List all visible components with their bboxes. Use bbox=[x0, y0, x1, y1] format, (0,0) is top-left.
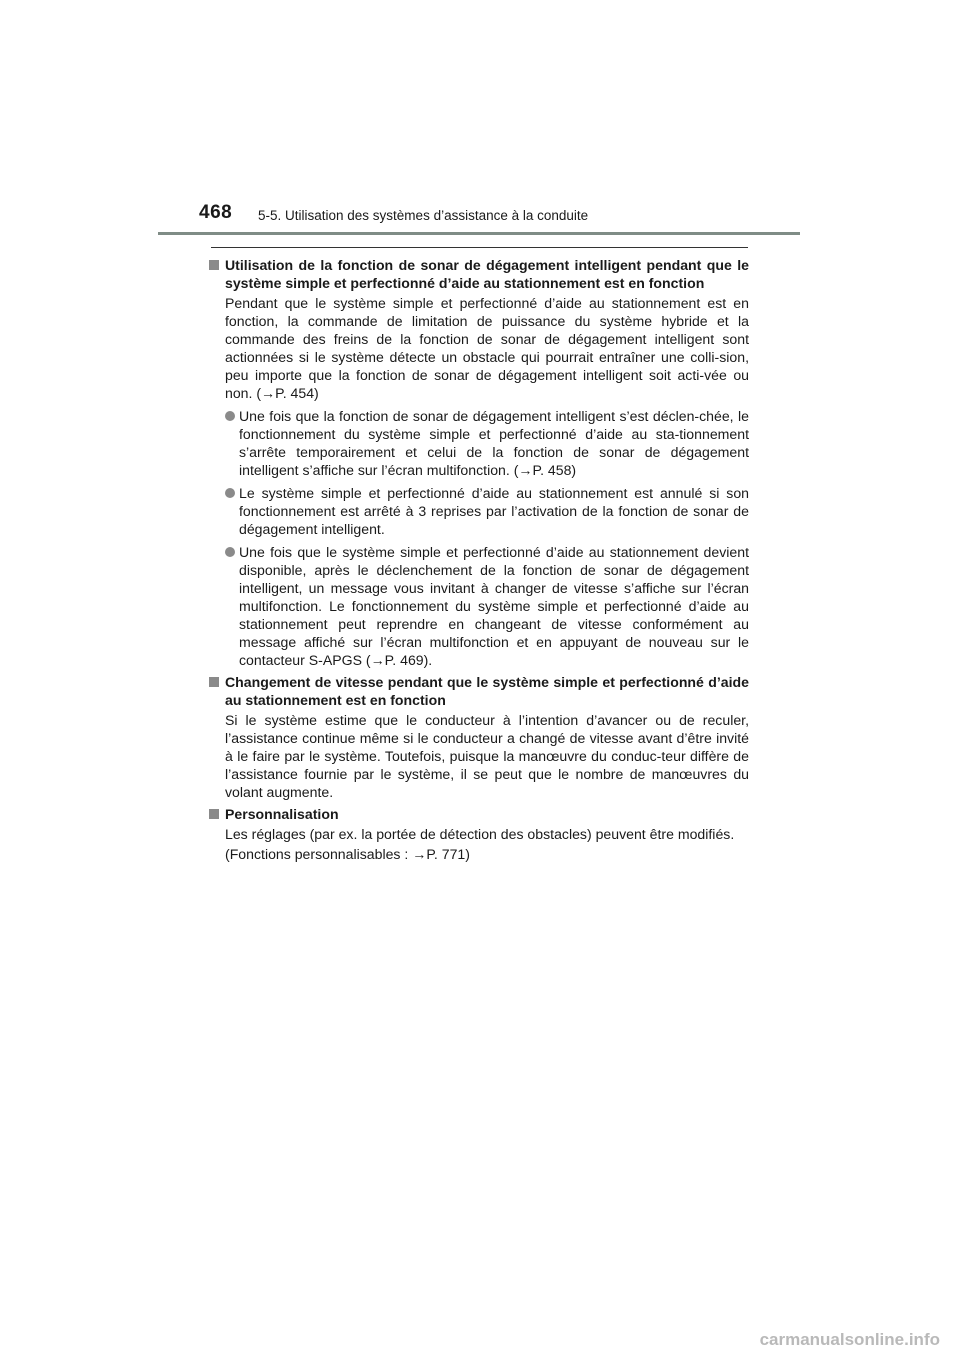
list-item-text: Le système simple et perfectionné d’aide au stationnement est annulé si son fonctionnement est arrêté à 3 reprises par l’activation de la fonction de sonar de dégagement intelligent. bbox=[239, 485, 749, 537]
list-item-text: Une fois que le système simple et perfectionné d’aide au stationnement devient disponible, après le déclenchement de la fonction de sonar de dégagement intelligent, un message vous invitant à changer de vitesse s’affiche sur l’écran multifonction. Le fonctionnement du système simple et perfectionné d’aide au stationnement peut reprendre en changeant de vitesse conformément au message affiché sur l’écran multifonction et en appuyant de nouveau sur le contacteur S-APGS (→P. 469). bbox=[239, 544, 749, 668]
section-sonar-during-parking-assist bbox=[208, 256, 749, 669]
section-title: 5-5. Utilisation des systèmes d’assistance à la conduite bbox=[258, 208, 589, 223]
list-item bbox=[225, 407, 749, 479]
round-bullet-icon bbox=[225, 547, 235, 557]
section-heading: Changement de vitesse pendant que le système simple et perfectionné d’aide au stationnement est en fonction bbox=[225, 674, 749, 708]
section-paragraph: Les réglages (par ex. la portée de détection des obstacles) peuvent être modifiés. bbox=[225, 826, 735, 842]
content-rule bbox=[211, 247, 748, 248]
square-bullet-icon bbox=[209, 809, 219, 819]
section-paragraph: Pendant que le système simple et perfectionné d’aide au stationnement est en fonction, la commande de limitation de puissance du système hybride et la commande des freins de la fonction de sonar de dégagement intelligent sont actionnées si le système détecte un obstacle qui pourrait entraîner une colli-sion, peu importe que la fonction de sonar de dégagement intelligent soit acti-vée ou non. (→P. 454) bbox=[225, 295, 749, 401]
square-bullet-icon bbox=[209, 677, 219, 687]
watermark: carmanualsonline.info bbox=[759, 1330, 940, 1349]
round-bullet-icon bbox=[225, 488, 235, 498]
list-item-text: Une fois que la fonction de sonar de dégagement intelligent s’est déclen-chée, le fonctionnement du système simple et perfectionné d’aide au sta-tionnement s’arrête temporairement et celui de la fonction de sonar de dégagement intelligent s’affiche sur l’écran multifonction. (→P. 458) bbox=[239, 408, 749, 478]
square-bullet-icon bbox=[209, 260, 219, 270]
page-content bbox=[208, 256, 749, 867]
header-rule bbox=[158, 232, 800, 235]
section-heading: Personnalisation bbox=[225, 806, 339, 822]
section-gear-change bbox=[208, 673, 749, 801]
section-customization bbox=[208, 805, 749, 863]
section-paragraph: Si le système estime que le conducteur à l’intention d’avancer ou de reculer, l’assistance continue même si le conducteur a changé de vitesse avant d’être invité à le faire par le système. Toutefois, puisque la manœuvre du conduc-teur diffère de l’assistance fournie par le système, il se peut que le nombre de manœuvres du volant augmente. bbox=[225, 712, 749, 800]
page-number: 468 bbox=[199, 202, 233, 223]
section-paragraph-reference: (Fonctions personnalisables : →P. 771) bbox=[225, 846, 470, 862]
round-bullet-icon bbox=[225, 411, 235, 421]
list-item bbox=[225, 543, 749, 669]
list-item bbox=[225, 484, 749, 538]
section-heading: Utilisation de la fonction de sonar de dégagement intelligent pendant que le système simple et perfectionné d’aide au stationnement est en fonction bbox=[225, 257, 749, 291]
